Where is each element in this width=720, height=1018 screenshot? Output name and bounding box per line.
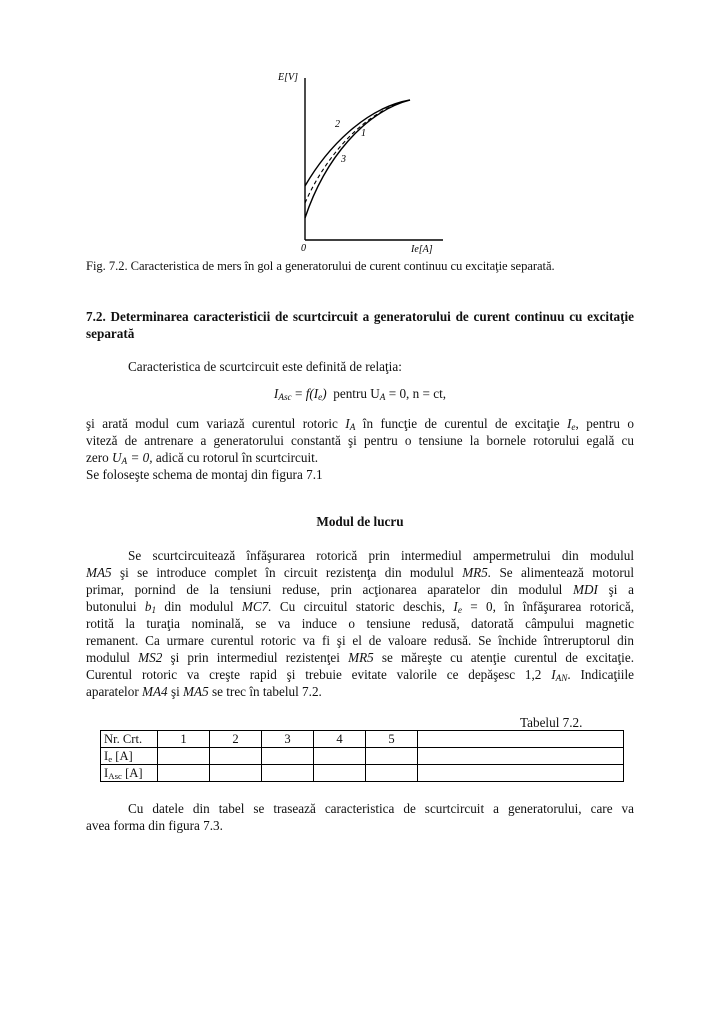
procedure-line-9: aparatelor MA4 şi MA5 se trec în tabelul 7.2. [86, 684, 322, 699]
curve-1 [305, 100, 410, 203]
x-axis-label: Ie[A] [411, 244, 433, 255]
table-col-header: 2 [210, 731, 262, 748]
table-row-label-iasc: $I_{Asc}$ [A] [101, 765, 158, 782]
closing-line-2: avea forma din figura 7.3. [86, 818, 223, 833]
procedure-line-6: remanent. Ca urmare curentul rotoric va fi şi el de valoare redusă. Se închide întreruptorul din [86, 633, 634, 648]
closing-line-1: Cu datele din tabel se trasează caracteristica de scurtcircuit a generatorului, care va [128, 801, 634, 816]
table-row-label-ie: $I_e$ [A] [101, 748, 158, 765]
table-cell [314, 765, 366, 782]
table-cell [314, 748, 366, 765]
procedure-line-5: rotită la turaţia nominală, se va induce o tensiune redusă, datorată câmpului magnetic [86, 616, 634, 631]
procedure-line-3: primar, pornind de la tensiuni reduse, prin acţionarea aparatelor din modulul MDI şi a [86, 582, 634, 597]
y-axis-label: E[V] [278, 72, 298, 83]
table-cell [158, 748, 210, 765]
table-row [101, 748, 624, 765]
curve-label-1: 1 [361, 128, 366, 139]
origin-label: 0 [301, 243, 306, 254]
section-title: 7.2. Determinarea caracteristicii de scurtcircuit a generatorului de curent continuu cu excitaţie separată [86, 309, 634, 341]
table-label: Tabelul 7.2. [520, 715, 583, 730]
table-row [101, 731, 624, 748]
table-col-header [418, 731, 624, 748]
table-col-header: 4 [314, 731, 366, 748]
procedure-line-2: MA5 şi se introduce complet în circuit rezistenţa din modulul MR5. Se alimentează motorul [86, 565, 634, 580]
curve-2 [305, 100, 410, 186]
formula: $I_{Asc} = f(I_e)$ pentru $U_A = 0$, n = ct, [273, 386, 447, 402]
procedure-line-1: Se scurtcircuitează înfăşurarea rotorică prin intermediul ampermetrului din modulul [128, 548, 634, 563]
table-cell [262, 748, 314, 765]
procedure-line-7: modulul MS2 şi prin intermediul rezistenţei MR5 se măreşte cu atenţie curentul de excitaţie. [86, 650, 634, 665]
table-col-header: 3 [262, 731, 314, 748]
procedure-heading: Modul de lucru [316, 514, 404, 529]
intro-paragraph-2-line-2: viteză de antrenare a generatorului constantă şi pentru o tensiune la bornele rotorului egală cu [86, 433, 634, 448]
table-header-label: Nr. Crt. [101, 731, 158, 748]
measurement-table [100, 730, 624, 782]
table-cell [418, 765, 624, 782]
table-cell [210, 765, 262, 782]
table-cell [158, 765, 210, 782]
table-cell [418, 748, 624, 765]
procedure-line-8: Curentul rotoric va creşte rapid şi trebuie evitate valorile ce depăşesc 1,2 $I_{AN}$. Indicaţiile [86, 667, 634, 683]
table-cell [262, 765, 314, 782]
curve-label-2: 2 [335, 119, 340, 130]
intro-paragraph-2-line-3: zero $U_A = 0$, adică cu rotorul în scurtcircuit. [86, 450, 319, 466]
curve-3 [305, 100, 410, 218]
intro-paragraph-3: Se foloseşte schema de montaj din figura 7.1 [86, 467, 323, 482]
table-row [101, 765, 624, 782]
intro-paragraph-2-line-1: şi arată modul cum variază curentul rotoric $I_A$ în funcţie de curentul de excitaţie $I_e$, pentru o [86, 416, 634, 432]
table-cell [366, 748, 418, 765]
curve-label-3: 3 [341, 154, 346, 165]
figure-caption: Fig. 7.2. Caracteristica de mers în gol a generatorului de curent continuu cu excitaţie separată. [86, 259, 555, 273]
procedure-line-4: butonului $b_1$ din modulul MC7. Cu circuitul statoric deschis, $I_e = 0$, în înfăşurarea rotorică, [86, 599, 634, 615]
table-col-header: 1 [158, 731, 210, 748]
table-cell [210, 748, 262, 765]
intro-paragraph-1: Caracteristica de scurtcircuit este definită de relaţia: [128, 359, 402, 374]
table-col-header: 5 [366, 731, 418, 748]
no-load-characteristic-figure [265, 58, 465, 258]
table-cell [366, 765, 418, 782]
